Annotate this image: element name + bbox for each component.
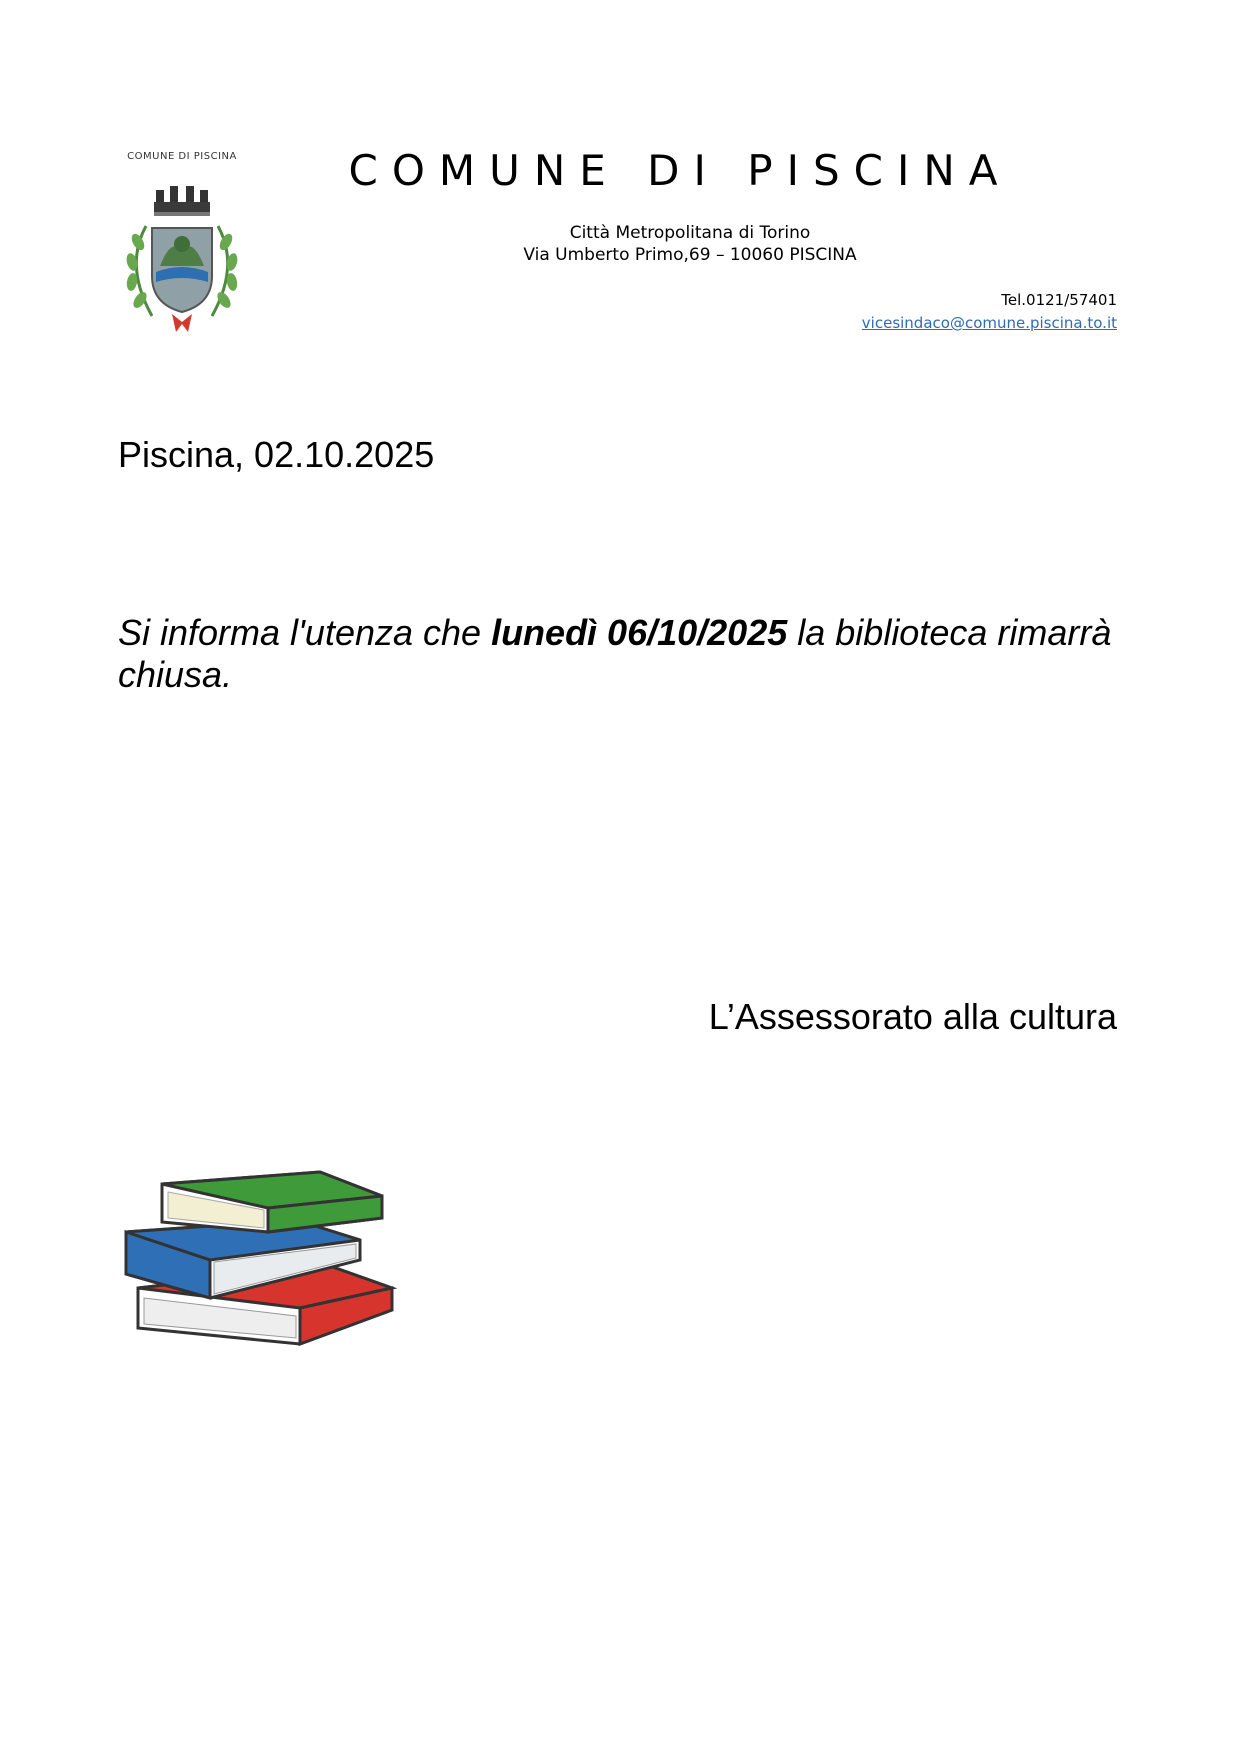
- address-line: Via Umberto Primo,69 – 10060 PISCINA: [523, 245, 857, 265]
- municipal-coat-of-arms-icon: [116, 166, 248, 334]
- stack-of-books-icon: [120, 1148, 400, 1358]
- notice-text-end: la biblioteca rimarrà chiusa.: [118, 612, 1112, 695]
- books-illustration: [120, 1148, 400, 1363]
- metropolitan-city-line: Città Metropolitana di Torino: [569, 223, 811, 243]
- notice-text-start: Si informa l'utenza che: [118, 612, 492, 653]
- email-link[interactable]: vicesindaco@comune.piscina.to.it: [861, 314, 1117, 332]
- municipality-title: COMUNE DI PISCINA: [348, 146, 1012, 195]
- phone-number: Tel.0121/57401: [1001, 291, 1117, 309]
- notice-closure-date: lunedì 06/10/2025: [491, 612, 788, 653]
- place-and-date: Piscina, 02.10.2025: [118, 434, 435, 475]
- coat-of-arms-logo: [116, 150, 248, 334]
- signature: L’Assessorato alla cultura: [708, 996, 1117, 1037]
- closure-notice: [118, 612, 1118, 696]
- logo-caption: COMUNE DI PISCINA: [127, 151, 237, 162]
